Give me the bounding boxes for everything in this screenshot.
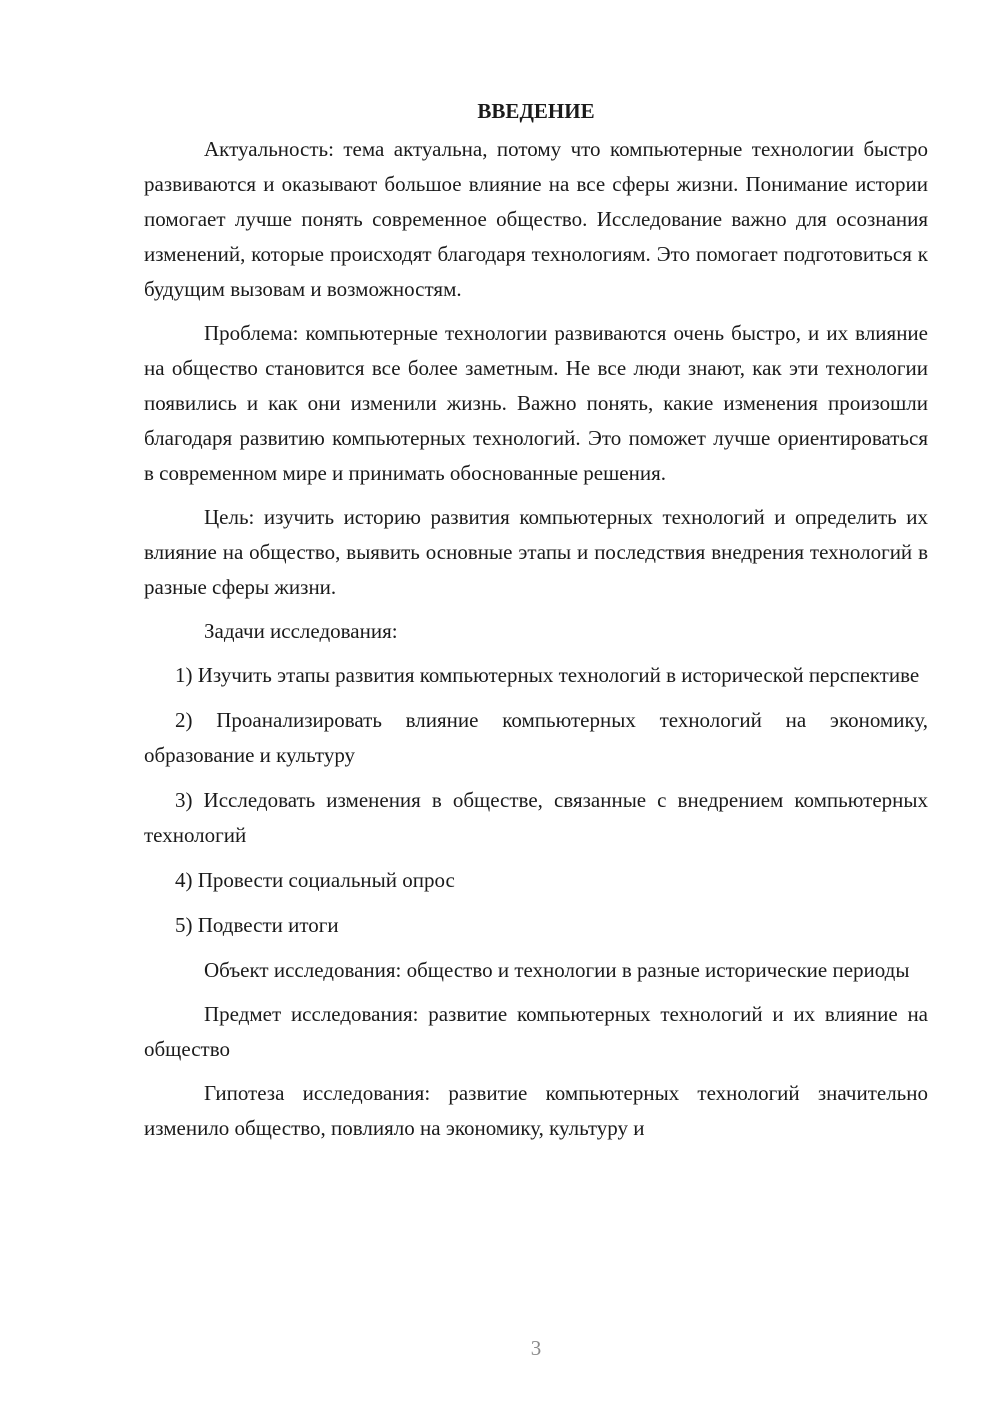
task-item-3: 3) Исследовать изменения в обществе, связанные с внедрением компьютерных технологий [144,788,928,847]
page-number: 3 [530,1336,542,1360]
page-content [144,96,928,1155]
paragraph-object: Объект исследования: общество и технологии в разные исторические периоды [204,958,910,982]
paragraph-hypothesis: Гипотеза исследования: развитие компьютерных технологий значительно изменило общество, повлияло на экономику, культуру и [144,1081,928,1140]
task-item-4: 4) Провести социальный опрос [175,868,455,892]
paragraph-subject: Предмет исследования: развитие компьютерных технологий и их влияние на общество [144,1002,928,1061]
task-item-1: 1) Изучить этапы развития компьютерных технологий в исторической перспективе [175,663,920,687]
paragraph-goal: Цель: изучить историю развития компьютерных технологий и определить их влияние на общество, выявить основные этапы и последствия внедрения технологий в разные сферы жизни. [144,505,928,599]
task-item-2: 2) Проанализировать влияние компьютерных технологий на экономику, образование и культуру [144,708,928,767]
paragraph-problem: Проблема: компьютерные технологии развиваются очень быстро, и их влияние на общество становится все более заметным. Не все люди знают, как эти технологии появились и как они изменили жизнь. Важно понять, какие изменения произошли благодаря развитию компьютерных технологий. Это поможет лучше ориентироваться в современном мире и принимать обоснованные решения. [144,321,928,485]
section-heading: ВВЕДЕНИЕ [477,99,595,123]
paragraph-tasks-title: Задачи исследования: [204,619,398,643]
paragraph-relevance: Актуальность: тема актуальна, потому что компьютерные технологии быстро развиваются и оказывают большое влияние на все сферы жизни. Понимание истории помогает лучше понять современное общество. Исследование важно для осознания изменений, которые происходят благодаря технологиям. Это помогает подготовиться к будущим вызовам и возможностям. [144,137,928,301]
task-item-5: 5) Подвести итоги [175,913,339,937]
